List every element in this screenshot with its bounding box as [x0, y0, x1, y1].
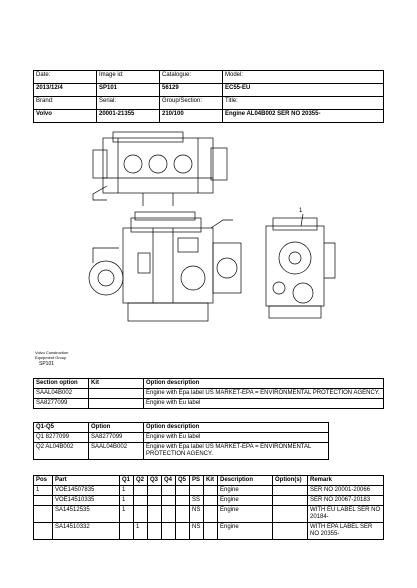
description-cell: Engine: [218, 506, 273, 523]
header-value-row: [34, 84, 384, 97]
section-desc-cell: Engine with Eu label: [144, 399, 384, 409]
q4-header: Q4: [162, 476, 176, 486]
section-option-cell: SAAL04B002: [34, 389, 89, 399]
options-header: Option(s): [273, 476, 308, 486]
description-cell: Engine: [218, 496, 273, 506]
q2-header: Q2: [134, 476, 148, 486]
q4-cell: [162, 486, 176, 496]
table-row: [34, 523, 384, 540]
parts-table: [33, 475, 384, 540]
pos-cell: [34, 496, 53, 506]
q-option-table: [33, 422, 384, 460]
q-spacer: [329, 433, 384, 443]
header-value-row-2: [34, 110, 384, 123]
part-cell: VOE14510335: [53, 496, 120, 506]
remark-cell: SER NO 20001-20066: [308, 486, 384, 496]
q2-cell: [134, 496, 148, 506]
q5-cell: [176, 496, 190, 506]
table-row: [34, 399, 384, 409]
table-row: [34, 486, 384, 496]
kit-cell: [204, 506, 218, 523]
model-label: Model:: [223, 71, 384, 84]
table-row: [34, 389, 384, 399]
caption-image-id: SP101: [39, 361, 55, 366]
q-cell: Q2 AL04B002: [34, 443, 89, 460]
table-row: [34, 443, 384, 460]
q5-cell: [176, 523, 190, 540]
q5-cell: [176, 506, 190, 523]
part-cell: VOE14507835: [53, 486, 120, 496]
header-info-table: [33, 70, 384, 123]
group-section-value: 210/100: [160, 110, 223, 123]
date-label: Date:: [34, 71, 97, 84]
pos-cell: [34, 523, 53, 540]
part-callout-1: 1: [299, 208, 303, 214]
table-row: [34, 496, 384, 506]
catalogue-value: 56129: [160, 84, 223, 97]
catalogue-label: Catalogue:: [160, 71, 223, 84]
q4-cell: [162, 496, 176, 506]
section-option-cell: SA8277099: [34, 399, 89, 409]
part-cell: SA14510332: [53, 523, 120, 540]
remark-cell: WITH EU LABEL SER NO 20184-: [308, 506, 384, 523]
q2-cell: 1: [134, 523, 148, 540]
section-header-row: [34, 379, 384, 389]
q-header-row: [34, 423, 384, 433]
pos-cell: 1: [34, 486, 53, 496]
caption-line-2: Equipment Group: [35, 355, 67, 360]
part-header: Part: [53, 476, 120, 486]
pos-header: Pos: [34, 476, 53, 486]
image-id-value: SP101: [97, 84, 160, 97]
options-cell: [273, 496, 308, 506]
pos-cell: [34, 506, 53, 523]
caption-line-1: Volvo Construction: [35, 350, 69, 355]
title-label: Title:: [223, 97, 384, 110]
q3-cell: [148, 496, 162, 506]
image-id-label: Image id:: [97, 71, 160, 84]
engine-front-view: [266, 214, 335, 318]
ps-cell: NS: [190, 523, 204, 540]
q-desc-cell: Engine with Eu label: [144, 433, 329, 443]
q1-cell: 1: [120, 496, 134, 506]
q4-cell: [162, 523, 176, 540]
q2-cell: [134, 506, 148, 523]
kit-cell: [204, 486, 218, 496]
header-label-row-2: [34, 97, 384, 110]
header-label-row: [34, 71, 384, 84]
description-cell: Engine: [218, 523, 273, 540]
section-desc-cell: Engine with Epa label US MARKET-EPA = ENVIRONMENTAL PROTECTION AGENCY.: [144, 389, 384, 399]
section-kit-header: Kit: [89, 379, 144, 389]
q-spacer: [329, 423, 384, 433]
brand-value: Volvo: [34, 110, 97, 123]
kit-cell: [204, 523, 218, 540]
q3-cell: [148, 486, 162, 496]
q4-cell: [162, 506, 176, 523]
q-spacer: [329, 443, 384, 460]
q3-header: Q3: [148, 476, 162, 486]
engine-drawing: [33, 128, 384, 366]
q-option-header: Option: [89, 423, 144, 433]
table-row: [34, 506, 384, 523]
q1-cell: 1: [120, 486, 134, 496]
kit-header: Kit: [204, 476, 218, 486]
q5-header: Q5: [176, 476, 190, 486]
group-section-label: Group/Section:: [160, 97, 223, 110]
q-cell: Q1 8277099: [34, 433, 89, 443]
q-desc-cell: Engine with Epa label US MARKET-EPA = ENVIRONMENTAL PROTECTION AGENCY.: [144, 443, 329, 460]
serial-value: 20001-21355: [97, 110, 160, 123]
date-value: 2013/12/4: [34, 84, 97, 97]
remark-cell: SER NO 20067-20183: [308, 496, 384, 506]
ps-header: PS: [190, 476, 204, 486]
options-cell: [273, 486, 308, 496]
description-header: Description: [218, 476, 273, 486]
section-kit-cell: [89, 389, 144, 399]
q3-cell: [148, 506, 162, 523]
engine-side-view: [89, 212, 241, 321]
engine-illustration: [33, 128, 384, 366]
part-cell: SA14512535: [53, 506, 120, 523]
q1-cell: 1: [120, 506, 134, 523]
parts-header-row: [34, 476, 384, 486]
ps-cell: SS: [190, 496, 204, 506]
brand-label: Brand:: [34, 97, 97, 110]
options-cell: [273, 523, 308, 540]
q3-cell: [148, 523, 162, 540]
table-row: [34, 433, 384, 443]
options-cell: [273, 506, 308, 523]
kit-cell: [204, 496, 218, 506]
engine-top-view: [93, 132, 227, 206]
q-option-cell: SA8277099: [89, 433, 144, 443]
section-option-header: Section option: [34, 379, 89, 389]
q-desc-header: Option description: [144, 423, 329, 433]
q2-cell: [134, 486, 148, 496]
serial-label: Serial:: [97, 97, 160, 110]
title-value: Engine AL04B002 SER NO 20355-: [223, 110, 384, 123]
q-option-cell: SAAL04B002: [89, 443, 144, 460]
model-value: EC55-EU: [223, 84, 384, 97]
q5-cell: [176, 486, 190, 496]
ps-cell: NS: [190, 506, 204, 523]
q1-header: Q1: [120, 476, 134, 486]
section-desc-header: Option description: [144, 379, 384, 389]
ps-cell: [190, 486, 204, 496]
section-kit-cell: [89, 399, 144, 409]
section-option-table: [33, 378, 384, 409]
q-header: Q1-Q5: [34, 423, 89, 433]
description-cell: Engine: [218, 486, 273, 496]
remark-cell: WITH EPA LABEL SER NO 20355-: [308, 523, 384, 540]
q1-cell: [120, 523, 134, 540]
remark-header: Remark: [308, 476, 384, 486]
